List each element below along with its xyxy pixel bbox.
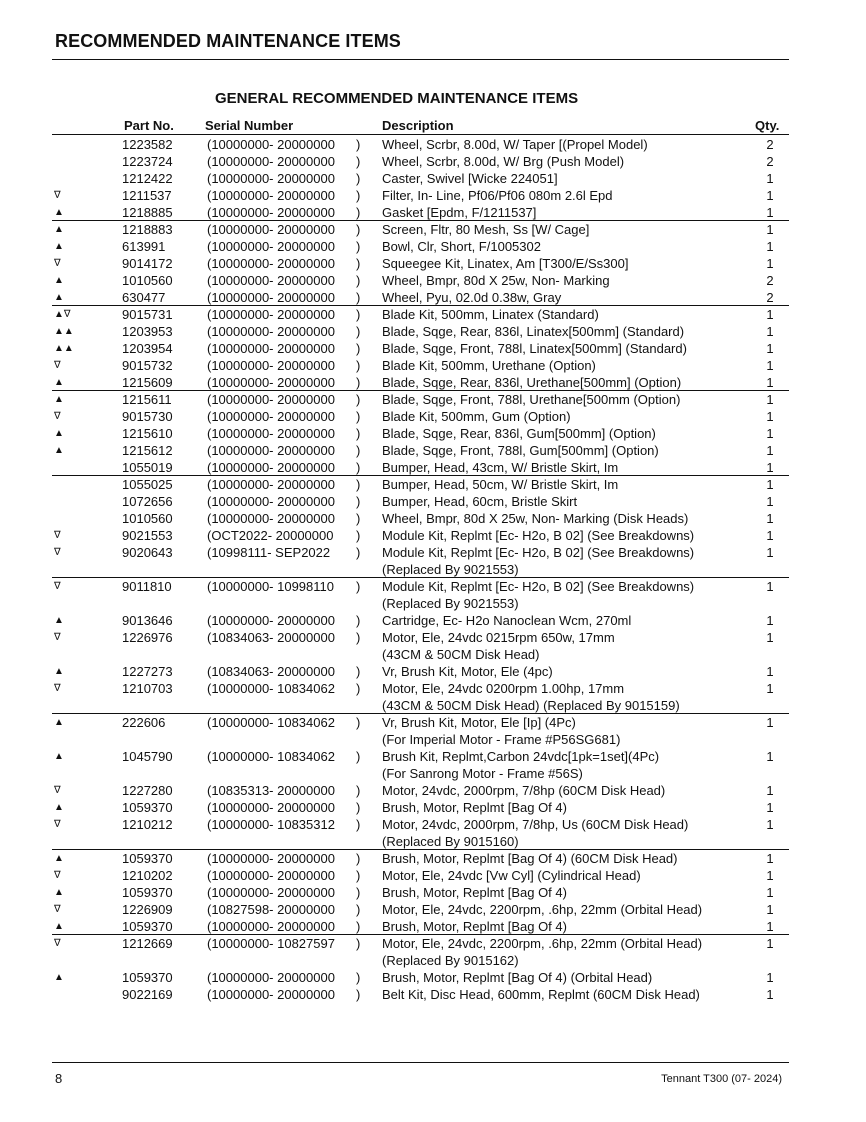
part-number: 9020643 xyxy=(122,545,173,560)
serial-close-paren: ) xyxy=(356,324,361,339)
description: Gasket [Epdm, F/1211537] xyxy=(382,205,537,220)
serial-number: (10000000- 20000000 xyxy=(207,375,335,390)
quantity: 2 xyxy=(766,290,774,305)
serial-number: (10000000- 10834062 xyxy=(207,681,335,696)
row-symbol: ∇ xyxy=(54,581,61,592)
part-number: 1218885 xyxy=(122,205,173,220)
description: Blade, Sqge, Rear, 836l, Linatex[500mm] (Standard) xyxy=(382,324,685,339)
part-number: 9021553 xyxy=(122,528,173,543)
row-symbol: ▲ xyxy=(54,751,64,762)
serial-number: (10000000- 20000000 xyxy=(207,494,335,509)
row-symbol: ▲▲ xyxy=(54,326,74,337)
quantity: 1 xyxy=(766,545,774,560)
quantity: 2 xyxy=(766,154,774,169)
serial-number: (10000000- 20000000 xyxy=(207,970,335,985)
row-symbol: ▲ xyxy=(54,394,64,405)
table-header xyxy=(0,118,866,135)
quantity: 1 xyxy=(766,936,774,951)
quantity: 1 xyxy=(766,392,774,407)
serial-close-paren: ) xyxy=(356,851,361,866)
serial-close-paren: ) xyxy=(356,868,361,883)
description: Blade, Sqge, Front, 788l, Linatex[500mm] (Standard) xyxy=(382,341,687,356)
serial-close-paren: ) xyxy=(356,154,361,169)
row-symbol: ▲ xyxy=(54,802,64,813)
serial-close-paren: ) xyxy=(356,494,361,509)
serial-number: (10834063- 20000000 xyxy=(207,664,335,679)
row-symbol: ▲ xyxy=(54,887,64,898)
description: Blade, Sqge, Front, 788l, Urethane[500mm (Option) xyxy=(382,392,681,407)
quantity: 1 xyxy=(766,919,774,934)
part-number: 9011810 xyxy=(122,579,172,594)
row-symbol: ∇ xyxy=(54,785,61,796)
part-number: 1215610 xyxy=(122,426,173,441)
serial-number: (10000000- 20000000 xyxy=(207,426,335,441)
row-symbol: ▲ xyxy=(54,241,64,252)
quantity: 1 xyxy=(766,477,774,492)
serial-close-paren: ) xyxy=(356,460,361,475)
serial-number: (10000000- 10835312 xyxy=(207,817,335,832)
row-symbol: ∇ xyxy=(54,904,61,915)
part-number: 1211537 xyxy=(122,188,172,203)
row-symbol: ▲ xyxy=(54,666,64,677)
part-number: 222606 xyxy=(122,715,166,730)
quantity: 1 xyxy=(766,205,774,220)
row-symbol: ∇ xyxy=(54,530,61,541)
description: Motor, Ele, 24vdc [Vw Cyl] (Cylindrical Head) xyxy=(382,868,641,883)
part-number: 1223724 xyxy=(122,154,173,169)
serial-number: (10000000- 20000000 xyxy=(207,392,335,407)
serial-number: (10827598- 20000000 xyxy=(207,902,335,917)
part-number: 1059370 xyxy=(122,851,173,866)
quantity: 1 xyxy=(766,426,774,441)
part-number: 1203953 xyxy=(122,324,173,339)
quantity: 1 xyxy=(766,885,774,900)
part-number: 1227273 xyxy=(122,664,173,679)
quantity: 1 xyxy=(766,528,774,543)
header-description: Description xyxy=(382,118,454,133)
serial-close-paren: ) xyxy=(356,902,361,917)
description: Wheel, Scrbr, 8.00d, W/ Taper [(Propel Model) xyxy=(382,137,648,152)
serial-number: (10000000- 20000000 xyxy=(207,290,335,305)
serial-number: (10000000- 20000000 xyxy=(207,851,335,866)
serial-number: (10000000- 20000000 xyxy=(207,919,335,934)
description: Blade Kit, 500mm, Linatex (Standard) xyxy=(382,307,599,322)
row-symbol: ▲ xyxy=(54,428,64,439)
serial-close-paren: ) xyxy=(356,171,361,186)
serial-number: (10000000- 20000000 xyxy=(207,154,335,169)
quantity: 2 xyxy=(766,137,774,152)
serial-number: (10000000- 20000000 xyxy=(207,256,335,271)
serial-number: (10834063- 20000000 xyxy=(207,630,335,645)
serial-close-paren: ) xyxy=(356,205,361,220)
serial-number: (10000000- 10834062 xyxy=(207,715,335,730)
serial-close-paren: ) xyxy=(356,358,361,373)
serial-number: (10000000- 20000000 xyxy=(207,137,335,152)
row-symbol: ▲ xyxy=(54,377,64,388)
part-number: 9015730 xyxy=(122,409,173,424)
part-number: 9022169 xyxy=(122,987,173,1002)
part-number: 1055025 xyxy=(122,477,173,492)
description-note: (For Sanrong Motor - Frame #56S) xyxy=(382,766,583,781)
serial-close-paren: ) xyxy=(356,630,361,645)
quantity: 1 xyxy=(766,307,774,322)
serial-close-paren: ) xyxy=(356,239,361,254)
serial-number: (10000000- 20000000 xyxy=(207,800,335,815)
serial-number: (10000000- 20000000 xyxy=(207,885,335,900)
quantity: 1 xyxy=(766,239,774,254)
part-number: 1059370 xyxy=(122,919,173,934)
quantity: 1 xyxy=(766,851,774,866)
serial-close-paren: ) xyxy=(356,885,361,900)
serial-close-paren: ) xyxy=(356,817,361,832)
description: Brush, Motor, Replmt [Bag Of 4) xyxy=(382,919,567,934)
description: Brush Kit, Replmt,Carbon 24vdc[1pk=1set](4Pc) xyxy=(382,749,660,764)
serial-number: (10000000- 20000000 xyxy=(207,477,335,492)
serial-number: (10000000- 20000000 xyxy=(207,358,335,373)
serial-number: (10000000- 20000000 xyxy=(207,987,335,1002)
quantity: 1 xyxy=(766,375,774,390)
part-number: 630477 xyxy=(122,290,166,305)
serial-number: (10000000- 20000000 xyxy=(207,188,335,203)
serial-close-paren: ) xyxy=(356,970,361,985)
description: Squeegee Kit, Linatex, Am [T300/E/Ss300] xyxy=(382,256,629,271)
quantity: 1 xyxy=(766,494,774,509)
part-number: 1059370 xyxy=(122,970,173,985)
part-number: 1210212 xyxy=(122,817,173,832)
serial-number: (10000000- 20000000 xyxy=(207,222,335,237)
description: Motor, Ele, 24vdc 0200rpm 1.00hp, 17mm xyxy=(382,681,625,696)
serial-number: (10998111- SEP2022 xyxy=(207,545,331,560)
quantity: 1 xyxy=(766,171,774,186)
serial-close-paren: ) xyxy=(356,426,361,441)
part-number: 1210703 xyxy=(122,681,173,696)
part-number: 1212669 xyxy=(122,936,173,951)
description-note: (Replaced By 9021553) xyxy=(382,562,519,577)
part-number: 9014172 xyxy=(122,256,173,271)
part-number: 1218883 xyxy=(122,222,173,237)
part-number: 1215611 xyxy=(122,392,172,407)
serial-number: (10000000- 20000000 xyxy=(207,171,335,186)
description: Module Kit, Replmt [Ec- H2o, B 02] (See Breakdowns) xyxy=(382,579,695,594)
serial-number: (OCT2022- 20000000 xyxy=(207,528,334,543)
description: Bumper, Head, 60cm, Bristle Skirt xyxy=(382,494,578,509)
serial-number: (10000000- 20000000 xyxy=(207,613,335,628)
serial-close-paren: ) xyxy=(356,783,361,798)
row-symbol: ∇ xyxy=(54,819,61,830)
quantity: 1 xyxy=(766,256,774,271)
quantity: 1 xyxy=(766,341,774,356)
quantity: 1 xyxy=(766,664,774,679)
row-symbol: ▲ xyxy=(54,972,64,983)
serial-close-paren: ) xyxy=(356,222,361,237)
description: Blade Kit, 500mm, Gum (Option) xyxy=(382,409,571,424)
part-number: 1072656 xyxy=(122,494,173,509)
serial-number: (10000000- 20000000 xyxy=(207,205,335,220)
row-symbol: ▲ xyxy=(54,921,64,932)
part-number: 613991 xyxy=(122,239,166,254)
description: Blade Kit, 500mm, Urethane (Option) xyxy=(382,358,596,373)
part-number: 1223582 xyxy=(122,137,173,152)
serial-number: (10000000- 20000000 xyxy=(207,307,335,322)
description: Bumper, Head, 43cm, W/ Bristle Skirt, Im xyxy=(382,460,619,475)
serial-number: (10835313- 20000000 xyxy=(207,783,335,798)
serial-close-paren: ) xyxy=(356,375,361,390)
row-symbol: ∇ xyxy=(54,547,61,558)
quantity: 1 xyxy=(766,460,774,475)
part-number: 1055019 xyxy=(122,460,173,475)
description-note: (Replaced By 9021553) xyxy=(382,596,519,611)
quantity: 1 xyxy=(766,749,774,764)
description-note: (For Imperial Motor - Frame #P56SG681) xyxy=(382,732,621,747)
serial-number: (10000000- 20000000 xyxy=(207,409,335,424)
row-symbol: ∇ xyxy=(54,938,61,949)
serial-number: (10000000- 20000000 xyxy=(207,324,335,339)
quantity: 1 xyxy=(766,511,774,526)
quantity: 1 xyxy=(766,579,774,594)
description-note: (Replaced By 9015162) xyxy=(382,953,519,968)
description: Cartridge, Ec- H2o Nanoclean Wcm, 270ml xyxy=(382,613,632,628)
description-note: (43CM & 50CM Disk Head) (Replaced By 9015159) xyxy=(382,698,680,713)
description: Blade, Sqge, Rear, 836l, Urethane[500mm] (Option) xyxy=(382,375,682,390)
section-title-text: GENERAL RECOMMENDED MAINTENANCE ITEMS xyxy=(215,90,579,107)
description: Brush, Motor, Replmt [Bag Of 4) xyxy=(382,800,567,815)
serial-close-paren: ) xyxy=(356,273,361,288)
serial-close-paren: ) xyxy=(356,681,361,696)
description: Wheel, Pyu, 02.0d 0.38w, Gray xyxy=(382,290,562,305)
serial-close-paren: ) xyxy=(356,936,361,951)
row-symbol: ▲ xyxy=(54,445,64,456)
part-number: 1227280 xyxy=(122,783,173,798)
serial-close-paren: ) xyxy=(356,307,361,322)
serial-close-paren: ) xyxy=(356,545,361,560)
part-number: 1010560 xyxy=(122,273,173,288)
part-number: 1210202 xyxy=(122,868,173,883)
serial-number: (10000000- 20000000 xyxy=(207,460,335,475)
serial-close-paren: ) xyxy=(356,579,361,594)
description: Vr, Brush Kit, Motor, Ele (4pc) xyxy=(382,664,553,679)
row-symbol: ▲ xyxy=(54,717,64,728)
description: Blade, Sqge, Rear, 836l, Gum[500mm] (Option) xyxy=(382,426,656,441)
serial-close-paren: ) xyxy=(356,715,361,730)
header-rule xyxy=(52,134,789,135)
description: Motor, 24vdc, 2000rpm, 7/8hp (60CM Disk Head) xyxy=(382,783,666,798)
serial-close-paren: ) xyxy=(356,290,361,305)
serial-close-paren: ) xyxy=(356,987,361,1002)
row-symbol: ∇ xyxy=(54,683,61,694)
row-symbol: ∇ xyxy=(54,190,61,201)
part-number: 1212422 xyxy=(122,171,173,186)
description: Bowl, Clr, Short, F/1005302 xyxy=(382,239,541,254)
quantity: 2 xyxy=(766,273,774,288)
part-number: 1226976 xyxy=(122,630,173,645)
description: Screen, Fltr, 80 Mesh, Ss [W/ Cage] xyxy=(382,222,590,237)
description: Brush, Motor, Replmt [Bag Of 4) xyxy=(382,885,567,900)
row-symbol: ∇ xyxy=(54,258,61,269)
serial-close-paren: ) xyxy=(356,528,361,543)
quantity: 1 xyxy=(766,783,774,798)
description: Wheel, Bmpr, 80d X 25w, Non- Marking (Disk Heads) xyxy=(382,511,689,526)
header-serial-number: Serial Number xyxy=(205,118,294,133)
quantity: 1 xyxy=(766,902,774,917)
serial-number: (10000000- 20000000 xyxy=(207,341,335,356)
serial-close-paren: ) xyxy=(356,443,361,458)
part-number: 1059370 xyxy=(122,885,173,900)
row-symbol: ▲∇ xyxy=(54,309,71,320)
serial-number: (10000000- 10998110 xyxy=(207,579,334,594)
row-symbol: ▲ xyxy=(54,224,64,235)
part-number: 1226909 xyxy=(122,902,173,917)
serial-close-paren: ) xyxy=(356,800,361,815)
description: Caster, Swivel [Wicke 224051] xyxy=(382,171,558,186)
row-symbol: ∇ xyxy=(54,411,61,422)
serial-number: (10000000- 20000000 xyxy=(207,511,335,526)
serial-close-paren: ) xyxy=(356,137,361,152)
page-title: RECOMMENDED MAINTENANCE ITEMS xyxy=(55,31,401,51)
footer-rule xyxy=(52,1062,789,1063)
header-qty: Qty. xyxy=(755,118,780,133)
description: Brush, Motor, Replmt [Bag Of 4) (Orbital Head) xyxy=(382,970,653,985)
part-number: 9015731 xyxy=(122,307,173,322)
description: Blade, Sqge, Front, 788l, Gum[500mm] (Option) xyxy=(382,443,659,458)
serial-close-paren: ) xyxy=(356,392,361,407)
quantity: 1 xyxy=(766,409,774,424)
part-number: 9013646 xyxy=(122,613,173,628)
quantity: 1 xyxy=(766,222,774,237)
row-symbol: ▲ xyxy=(54,207,64,218)
part-number: 1203954 xyxy=(122,341,173,356)
quantity: 1 xyxy=(766,613,774,628)
description: Wheel, Bmpr, 80d X 25w, Non- Marking xyxy=(382,273,610,288)
part-number: 1215612 xyxy=(122,443,173,458)
description: Motor, Ele, 24vdc, 2200rpm, .6hp, 22mm (Orbital Head) xyxy=(382,902,703,917)
quantity: 1 xyxy=(766,681,774,696)
title-rule xyxy=(52,59,789,60)
page-number: 8 xyxy=(55,1071,63,1086)
serial-close-paren: ) xyxy=(356,477,361,492)
description: Belt Kit, Disc Head, 600mm, Replmt (60CM Disk Head) xyxy=(382,987,700,1002)
row-symbol: ▲▲ xyxy=(54,343,74,354)
serial-number: (10000000- 20000000 xyxy=(207,868,335,883)
serial-close-paren: ) xyxy=(356,409,361,424)
row-symbol: ▲ xyxy=(54,292,64,303)
description: Filter, In- Line, Pf06/Pf06 080m 2.6l Epd xyxy=(382,188,613,203)
part-number: 1215609 xyxy=(122,375,173,390)
quantity: 1 xyxy=(766,800,774,815)
description-note: (43CM & 50CM Disk Head) xyxy=(382,647,540,662)
row-symbol: ▲ xyxy=(54,615,64,626)
serial-close-paren: ) xyxy=(356,341,361,356)
part-number: 1010560 xyxy=(122,511,173,526)
quantity: 1 xyxy=(766,987,774,1002)
serial-close-paren: ) xyxy=(356,256,361,271)
document-reference: Tennant T300 (07- 2024) xyxy=(661,1073,782,1085)
row-symbol: ▲ xyxy=(54,275,64,286)
quantity: 1 xyxy=(766,817,774,832)
serial-number: (10000000- 20000000 xyxy=(207,239,335,254)
serial-number: (10000000- 10834062 xyxy=(207,749,335,764)
serial-close-paren: ) xyxy=(356,613,361,628)
quantity: 1 xyxy=(766,443,774,458)
header-part-no: Part No. xyxy=(124,118,174,133)
serial-close-paren: ) xyxy=(356,664,361,679)
serial-close-paren: ) xyxy=(356,919,361,934)
quantity: 1 xyxy=(766,970,774,985)
row-symbol: ∇ xyxy=(54,870,61,881)
description: Motor, 24vdc, 2000rpm, 7/8hp, Us (60CM Disk Head) xyxy=(382,817,689,832)
description: Vr, Brush Kit, Motor, Ele [Ip] (4Pc) xyxy=(382,715,576,730)
serial-number: (10000000- 10827597 xyxy=(207,936,335,951)
quantity: 1 xyxy=(766,868,774,883)
serial-close-paren: ) xyxy=(356,511,361,526)
description: Module Kit, Replmt [Ec- H2o, B 02] (See Breakdowns) xyxy=(382,528,695,543)
row-symbol: ∇ xyxy=(54,360,61,371)
description: Wheel, Scrbr, 8.00d, W/ Brg (Push Model) xyxy=(382,154,625,169)
description: Brush, Motor, Replmt [Bag Of 4) (60CM Disk Head) xyxy=(382,851,678,866)
description: Motor, Ele, 24vdc, 2200rpm, .6hp, 22mm (Orbital Head) xyxy=(382,936,703,951)
serial-number: (10000000- 20000000 xyxy=(207,443,335,458)
description: Motor, Ele, 24vdc 0215rpm 650w, 17mm xyxy=(382,630,615,645)
serial-number: (10000000- 20000000 xyxy=(207,273,335,288)
part-number: 1045790 xyxy=(122,749,173,764)
part-number: 9015732 xyxy=(122,358,173,373)
description: Bumper, Head, 50cm, W/ Bristle Skirt, Im xyxy=(382,477,619,492)
serial-close-paren: ) xyxy=(356,749,361,764)
description: Module Kit, Replmt [Ec- H2o, B 02] (See Breakdowns) xyxy=(382,545,695,560)
quantity: 1 xyxy=(766,188,774,203)
quantity: 1 xyxy=(766,324,774,339)
serial-close-paren: ) xyxy=(356,188,361,203)
row-symbol: ▲ xyxy=(54,853,64,864)
part-number: 1059370 xyxy=(122,800,173,815)
description-note: (Replaced By 9015160) xyxy=(382,834,519,849)
quantity: 1 xyxy=(766,715,774,730)
quantity: 1 xyxy=(766,358,774,373)
quantity: 1 xyxy=(766,630,774,645)
row-symbol: ∇ xyxy=(54,632,61,643)
